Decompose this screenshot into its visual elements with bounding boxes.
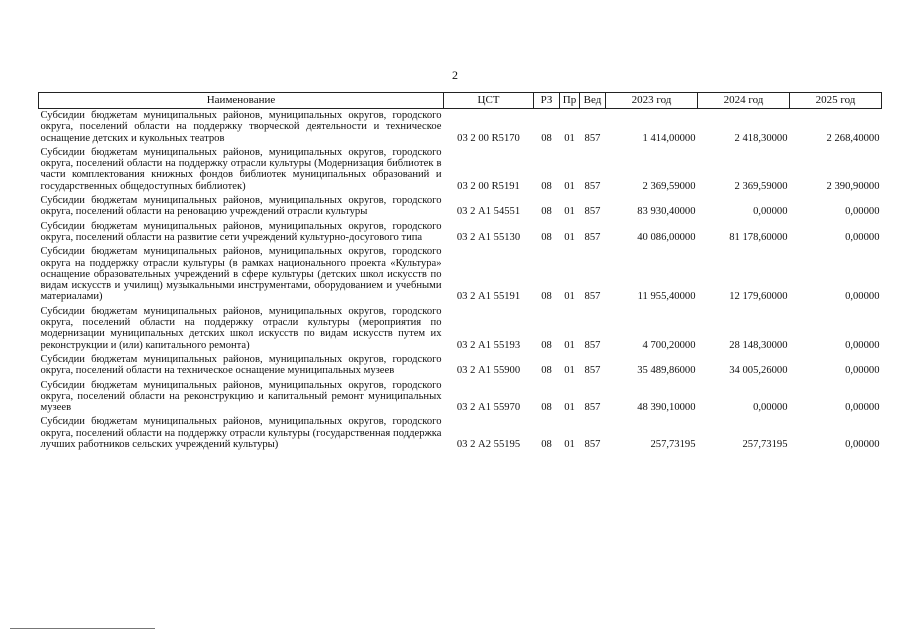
row-rz: 08 <box>541 402 552 414</box>
row-2023: 2 369,59000 <box>642 180 696 192</box>
row-2025: 0,00000 <box>845 365 880 377</box>
row-rz: 08 <box>541 365 552 377</box>
row-rz: 08 <box>541 132 552 144</box>
row-ved: 857 <box>584 291 601 303</box>
budget-table <box>38 92 882 452</box>
row-ved: 857 <box>584 339 601 351</box>
row-2025: 2 390,90000 <box>826 180 880 192</box>
row-2024: 0,00000 <box>753 206 788 218</box>
row-pr: 01 <box>564 132 575 144</box>
row-2025: 0,00000 <box>845 231 880 243</box>
row-cst: 03 2 А1 54551 <box>456 206 521 218</box>
table-row <box>39 245 882 304</box>
row-rz: 08 <box>541 291 552 303</box>
row-2025: 0,00000 <box>845 339 880 351</box>
row-2023: 11 955,40000 <box>637 291 696 303</box>
page-number: 2 <box>452 68 458 82</box>
row-pr: 01 <box>564 206 575 218</box>
row-pr: 01 <box>564 339 575 351</box>
table-row <box>39 379 882 416</box>
row-2024: 34 005,26000 <box>729 365 788 377</box>
table-body <box>39 109 882 453</box>
row-cst: 03 2 00 R5191 <box>457 180 520 192</box>
row-name: Субсидии бюджетам муниципальных районов, муниципальных округов, городского округа, поселений области на реконструкцию и капитальный ремонт муниципальных музеев <box>40 379 442 414</box>
row-2023: 35 489,86000 <box>637 365 696 377</box>
header-ved: Вед <box>580 93 606 109</box>
row-2023: 48 390,10000 <box>637 402 696 414</box>
header-2024: 2024 год <box>698 93 790 109</box>
row-ved: 857 <box>584 231 601 243</box>
row-2025: 0,00000 <box>845 439 880 451</box>
header-pr: Пр <box>560 93 580 109</box>
row-2024: 12 179,60000 <box>729 291 788 303</box>
row-name: Субсидии бюджетам муниципальных районов, муниципальных округов, городского округа, поселений области на развитие сети учреждений культурно-досугового типа <box>40 220 442 243</box>
row-cst: 03 2 А2 55195 <box>456 439 521 451</box>
row-2025: 0,00000 <box>845 206 880 218</box>
row-pr: 01 <box>564 291 575 303</box>
row-ved: 857 <box>584 402 601 414</box>
row-ved: 857 <box>584 206 601 218</box>
row-rz: 08 <box>541 439 552 451</box>
header-name: Наименование <box>39 93 444 109</box>
row-2023: 40 086,00000 <box>637 231 696 243</box>
row-pr: 01 <box>564 180 575 192</box>
row-2025: 0,00000 <box>845 291 880 303</box>
row-pr: 01 <box>564 439 575 451</box>
row-rz: 08 <box>541 206 552 218</box>
header-2023: 2023 год <box>606 93 698 109</box>
table-row <box>39 353 882 379</box>
table-row <box>39 194 882 220</box>
row-2023: 257,73195 <box>650 439 696 451</box>
header-2025: 2025 год <box>790 93 882 109</box>
row-2025: 2 268,40000 <box>826 132 880 144</box>
row-pr: 01 <box>564 365 575 377</box>
table-row <box>39 305 882 353</box>
row-2023: 4 700,20000 <box>642 339 696 351</box>
row-2024: 81 178,60000 <box>729 231 788 243</box>
row-rz: 08 <box>541 231 552 243</box>
row-rz: 08 <box>541 180 552 192</box>
row-pr: 01 <box>564 402 575 414</box>
row-2024: 28 148,30000 <box>729 339 788 351</box>
row-name: Субсидии бюджетам муниципальных районов, муниципальных округов, городского округа, поселений области на поддержку творческой деятельности и техническое оснащение детских и кукольных театров <box>40 110 442 144</box>
row-2024: 257,73195 <box>742 439 788 451</box>
row-cst: 03 2 А1 55130 <box>456 231 521 243</box>
row-name: Субсидии бюджетам муниципальных районов, муниципальных округов, городского округа, поселений области на поддержку отрасли культуры (государственная поддержка лучших работников сельских учреждений культуры) <box>40 416 442 451</box>
row-pr: 01 <box>564 231 575 243</box>
table-row <box>39 146 882 194</box>
row-2024: 2 369,59000 <box>734 180 788 192</box>
row-cst: 03 2 А1 55193 <box>456 339 521 351</box>
row-cst: 03 2 00 R5170 <box>457 132 520 144</box>
row-2025: 0,00000 <box>845 402 880 414</box>
row-ved: 857 <box>584 132 601 144</box>
row-cst: 03 2 А1 55970 <box>456 402 521 414</box>
row-2024: 0,00000 <box>753 402 788 414</box>
table-row <box>39 109 882 146</box>
row-2024: 2 418,30000 <box>734 132 788 144</box>
row-ved: 857 <box>584 180 601 192</box>
table-row <box>39 220 882 246</box>
row-name: Субсидии бюджетам муниципальных районов, муниципальных округов, городского округа, поселений области на реновацию учреждений отрасли культуры <box>40 195 442 218</box>
row-ved: 857 <box>584 439 601 451</box>
row-name: Субсидии бюджетам муниципальных районов, муниципальных округов, городского округа на поддержку отрасли культуры (в рамках национального проекта «Культура» оснащение образовательных учреждений в сфере культуры (детских школ искусств по видам искусств и училищ) музыкальными инструментами, оборудованием и учебными материалами) <box>40 246 442 303</box>
row-name: Субсидии бюджетам муниципальных районов, муниципальных округов, городского округа, поселений области на поддержку отрасли культуры (мероприятия по модернизации муниципальных детских школ искусств по видам искусств путем их реконструкции и (или) капитального ремонта) <box>40 305 442 351</box>
row-cst: 03 2 А1 55900 <box>456 365 521 377</box>
row-name: Субсидии бюджетам муниципальных районов, муниципальных округов, городского округа, поселений области на техническое оснащение муниципальных музеев <box>40 353 442 377</box>
row-2023: 1 414,00000 <box>642 132 696 144</box>
header-cst: ЦСТ <box>444 93 534 109</box>
table-row <box>39 415 882 452</box>
footer-rule <box>10 628 155 629</box>
row-cst: 03 2 А1 55191 <box>456 291 521 303</box>
row-ved: 857 <box>584 365 601 377</box>
row-rz: 08 <box>541 339 552 351</box>
row-2023: 83 930,40000 <box>637 206 696 218</box>
header-rz: РЗ <box>534 93 560 109</box>
row-name: Субсидии бюджетам муниципальных районов, муниципальных округов, городского округа, поселений области на поддержку отрасли культуры (Модернизация библиотек в части комплектования книжных фондов библиотек муниципальных образований и государственных общедоступных библиотек) <box>40 146 442 192</box>
table-header-row <box>39 93 882 109</box>
